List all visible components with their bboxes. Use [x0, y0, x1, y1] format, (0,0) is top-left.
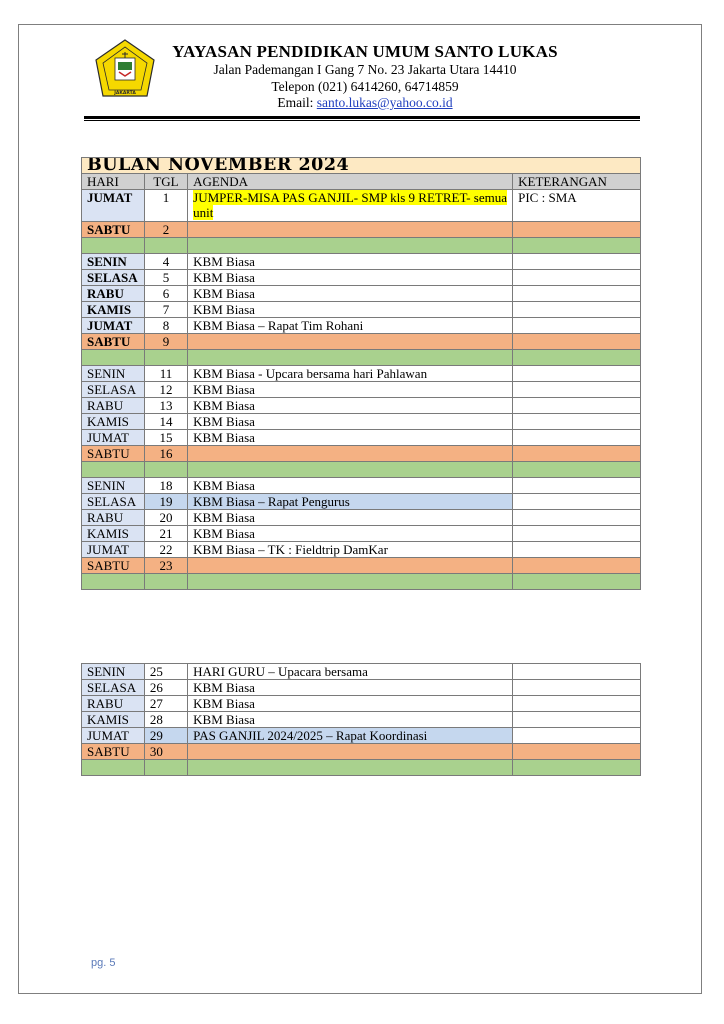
keterangan-cell	[513, 696, 641, 712]
tgl-cell	[144, 760, 187, 776]
keterangan-cell	[513, 430, 641, 446]
hari-cell: SABTU	[82, 744, 145, 760]
hari-cell: JUMAT	[82, 318, 145, 334]
table-row	[82, 430, 641, 446]
school-logo	[93, 38, 157, 102]
header-rule-thin	[84, 120, 640, 121]
header-hari: HARI	[82, 174, 145, 190]
tgl-cell	[144, 574, 187, 590]
keterangan-cell	[513, 542, 641, 558]
calendar-table-1	[81, 157, 641, 590]
agenda-cell: KBM Biasa – TK : Fieldtrip DamKar	[188, 542, 513, 558]
month-title-row	[82, 158, 641, 174]
org-phone: Telepon (021) 6414260, 64714859	[271, 78, 459, 94]
tgl-cell: 28	[144, 712, 187, 728]
keterangan-cell	[513, 680, 641, 696]
table-row	[82, 286, 641, 302]
agenda-cell: KBM Biasa	[188, 398, 513, 414]
tgl-cell: 5	[144, 270, 187, 286]
hari-cell: JUMAT	[82, 190, 145, 222]
agenda-cell: KBM Biasa - Upcara bersama hari Pahlawan	[188, 366, 513, 382]
agenda-cell	[188, 238, 513, 254]
keterangan-cell: PIC : SMA	[513, 190, 641, 222]
keterangan-cell	[513, 350, 641, 366]
keterangan-cell	[513, 222, 641, 238]
hari-cell: SENIN	[82, 254, 145, 270]
hari-cell: RABU	[82, 696, 145, 712]
hari-cell: SABTU	[82, 334, 145, 350]
hari-cell: SABTU	[82, 446, 145, 462]
highlighted-agenda: JUMPER-MISA PAS GANJIL- SMP kls 9 RETRET- semua unit	[193, 190, 508, 220]
tgl-cell: 2	[144, 222, 187, 238]
tgl-cell: 25	[144, 664, 187, 680]
keterangan-cell	[513, 478, 641, 494]
keterangan-cell	[513, 558, 641, 574]
keterangan-cell	[513, 712, 641, 728]
agenda-cell	[188, 574, 513, 590]
hari-cell	[82, 238, 145, 254]
table-row	[82, 696, 641, 712]
agenda-cell: KBM Biasa	[188, 680, 513, 696]
hari-cell: KAMIS	[82, 526, 145, 542]
agenda-cell	[188, 744, 513, 760]
tgl-cell: 29	[144, 728, 187, 744]
tgl-cell: 9	[144, 334, 187, 350]
table-row-sunday	[82, 574, 641, 590]
table-row	[82, 542, 641, 558]
header-tgl: TGL	[144, 174, 187, 190]
keterangan-cell	[513, 728, 641, 744]
table-row	[82, 494, 641, 510]
letterhead	[160, 42, 570, 112]
tgl-cell: 22	[144, 542, 187, 558]
table-row	[82, 414, 641, 430]
table-row	[82, 664, 641, 680]
hari-cell: SABTU	[82, 222, 145, 238]
tgl-cell: 6	[144, 286, 187, 302]
agenda-cell	[188, 222, 513, 238]
table-row	[82, 478, 641, 494]
email-label: Email:	[277, 95, 317, 110]
table-row	[82, 398, 641, 414]
keterangan-cell	[513, 446, 641, 462]
hari-cell: RABU	[82, 510, 145, 526]
agenda-cell: KBM Biasa	[188, 254, 513, 270]
hari-cell: SELASA	[82, 382, 145, 398]
tgl-cell: 16	[144, 446, 187, 462]
table-row-saturday	[82, 558, 641, 574]
org-address: Jalan Pademangan I Gang 7 No. 23 Jakarta Utara 14410	[213, 62, 517, 77]
tgl-cell	[144, 350, 187, 366]
tgl-cell	[144, 238, 187, 254]
hari-cell: JUMAT	[82, 430, 145, 446]
keterangan-cell	[513, 366, 641, 382]
table-row	[82, 190, 641, 222]
hari-cell: JUMAT	[82, 728, 145, 744]
agenda-cell: KBM Biasa – Rapat Tim Rohani	[188, 318, 513, 334]
agenda-cell	[188, 350, 513, 366]
header-rule-thick	[84, 116, 640, 119]
hari-cell: JUMAT	[82, 542, 145, 558]
tgl-cell: 1	[144, 190, 187, 222]
agenda-cell	[188, 462, 513, 478]
header-keterangan: KETERANGAN	[513, 174, 641, 190]
keterangan-cell	[513, 494, 641, 510]
keterangan-cell	[513, 760, 641, 776]
keterangan-cell	[513, 254, 641, 270]
hari-cell	[82, 760, 145, 776]
table-row	[82, 526, 641, 542]
keterangan-cell	[513, 238, 641, 254]
agenda-cell: KBM Biasa	[188, 302, 513, 318]
org-email-line	[160, 95, 570, 112]
keterangan-cell	[513, 462, 641, 478]
agenda-cell: KBM Biasa	[188, 510, 513, 526]
agenda-cell: HARI GURU – Upacara bersama	[188, 664, 513, 680]
keterangan-cell	[513, 302, 641, 318]
hari-cell: KAMIS	[82, 712, 145, 728]
table-row	[82, 302, 641, 318]
table-row-saturday	[82, 222, 641, 238]
agenda-cell: KBM Biasa	[188, 478, 513, 494]
table-row	[82, 318, 641, 334]
email-link[interactable]: santo.lukas@yahoo.co.id	[316, 95, 453, 110]
table-row	[82, 728, 641, 744]
agenda-cell	[188, 558, 513, 574]
keterangan-cell	[513, 574, 641, 590]
tgl-cell: 11	[144, 366, 187, 382]
table-row-saturday	[82, 744, 641, 760]
hari-cell: KAMIS	[82, 302, 145, 318]
keterangan-cell	[513, 526, 641, 542]
table-row	[82, 712, 641, 728]
hari-cell: KAMIS	[82, 414, 145, 430]
table-header-row	[82, 174, 641, 190]
logo-text: JAKARTA	[114, 91, 136, 96]
keterangan-cell	[513, 414, 641, 430]
table-row-saturday	[82, 334, 641, 350]
table-row	[82, 254, 641, 270]
tgl-cell: 7	[144, 302, 187, 318]
agenda-cell	[188, 760, 513, 776]
keterangan-cell	[513, 382, 641, 398]
hari-cell	[82, 462, 145, 478]
keterangan-cell	[513, 270, 641, 286]
tgl-cell: 13	[144, 398, 187, 414]
keterangan-cell	[513, 398, 641, 414]
tgl-cell: 12	[144, 382, 187, 398]
tgl-cell: 14	[144, 414, 187, 430]
agenda-cell: KBM Biasa	[188, 696, 513, 712]
calendar-table-2	[81, 663, 641, 776]
tgl-cell: 30	[144, 744, 187, 760]
tgl-cell	[144, 462, 187, 478]
tgl-cell: 20	[144, 510, 187, 526]
tgl-cell: 27	[144, 696, 187, 712]
keterangan-cell	[513, 664, 641, 680]
table-row-saturday	[82, 446, 641, 462]
table-row-sunday	[82, 462, 641, 478]
table-row	[82, 680, 641, 696]
keterangan-cell	[513, 744, 641, 760]
table-row	[82, 510, 641, 526]
keterangan-cell	[513, 510, 641, 526]
keterangan-cell	[513, 286, 641, 302]
agenda-cell	[188, 446, 513, 462]
agenda-cell: PAS GANJIL 2024/2025 – Rapat Koordinasi	[188, 728, 513, 744]
tgl-cell: 8	[144, 318, 187, 334]
agenda-cell: KBM Biasa	[188, 430, 513, 446]
hari-cell: SABTU	[82, 558, 145, 574]
keterangan-cell	[513, 334, 641, 350]
hari-cell: SELASA	[82, 680, 145, 696]
table-row-sunday	[82, 238, 641, 254]
agenda-cell: KBM Biasa	[188, 526, 513, 542]
tgl-cell: 26	[144, 680, 187, 696]
hari-cell	[82, 350, 145, 366]
tgl-cell: 18	[144, 478, 187, 494]
hari-cell	[82, 574, 145, 590]
table-row	[82, 366, 641, 382]
agenda-cell: KBM Biasa	[188, 414, 513, 430]
month-title: BULAN NOVEMBER 2024	[82, 158, 641, 174]
agenda-cell: KBM Biasa – Rapat Pengurus	[188, 494, 513, 510]
tgl-cell: 4	[144, 254, 187, 270]
tgl-cell: 21	[144, 526, 187, 542]
hari-cell: SELASA	[82, 494, 145, 510]
agenda-cell: KBM Biasa	[188, 712, 513, 728]
agenda-cell: KBM Biasa	[188, 382, 513, 398]
tgl-cell: 23	[144, 558, 187, 574]
hari-cell: SENIN	[82, 366, 145, 382]
agenda-cell	[188, 334, 513, 350]
hari-cell: RABU	[82, 398, 145, 414]
table-row-sunday	[82, 760, 641, 776]
org-name: YAYASAN PENDIDIKAN UMUM SANTO LUKAS	[172, 42, 558, 61]
table-row	[82, 270, 641, 286]
agenda-cell	[188, 190, 513, 222]
table-row	[82, 382, 641, 398]
hari-cell: SELASA	[82, 270, 145, 286]
table-row-sunday	[82, 350, 641, 366]
agenda-cell: KBM Biasa	[188, 286, 513, 302]
page-number: pg. 5	[91, 957, 116, 969]
tgl-cell: 19	[144, 494, 187, 510]
hari-cell: SENIN	[82, 664, 145, 680]
agenda-cell: KBM Biasa	[188, 270, 513, 286]
header-agenda: AGENDA	[188, 174, 513, 190]
keterangan-cell	[513, 318, 641, 334]
tgl-cell: 15	[144, 430, 187, 446]
hari-cell: RABU	[82, 286, 145, 302]
hari-cell: SENIN	[82, 478, 145, 494]
